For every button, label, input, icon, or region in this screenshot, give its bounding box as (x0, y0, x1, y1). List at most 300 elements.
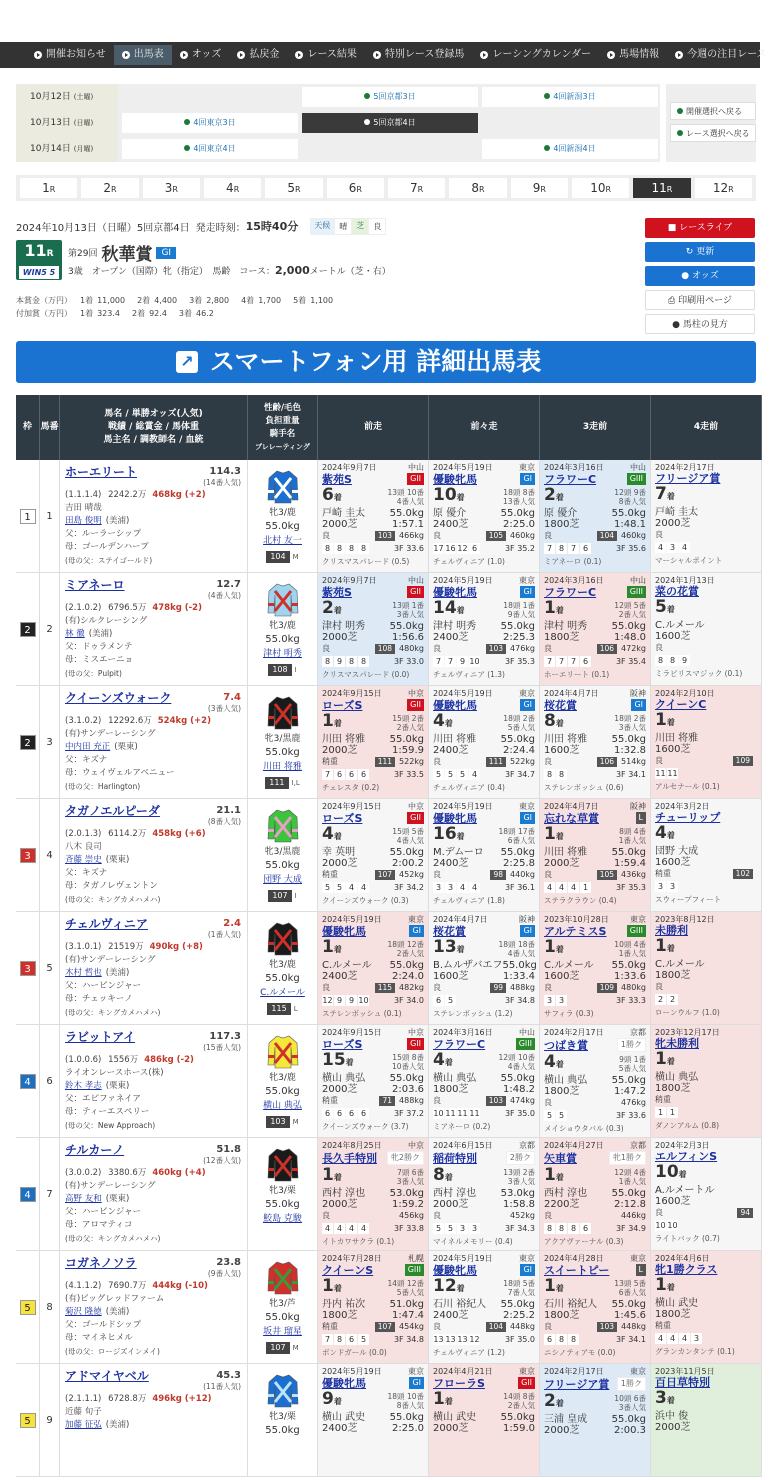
trainer-link[interactable]: 菊沢 隆徳 (65, 1307, 102, 1317)
race-live-button[interactable]: ■ レースライブ (645, 218, 755, 238)
race-tab[interactable] (388, 178, 445, 198)
past-jockey-line (655, 959, 757, 970)
finish-position (655, 823, 675, 846)
corner-positions (322, 1108, 370, 1119)
past-venue: 阪神 (630, 802, 646, 811)
race-edition: 第29回 (68, 249, 98, 259)
going-value: 良 (368, 218, 386, 235)
meeting-label: 5回京都3日 (373, 92, 416, 101)
date-row (16, 84, 660, 110)
position-suffix: 着 (555, 606, 564, 615)
past-name-line (544, 473, 646, 485)
total-earnings: 2242.2万 (108, 490, 147, 500)
past-race-link[interactable]: スイートピー (544, 1263, 610, 1277)
race-tab[interactable] (633, 178, 690, 198)
past-race-link[interactable]: 菜の花賞 (655, 585, 699, 598)
race-tab[interactable] (143, 178, 200, 198)
corner-position: 8 (544, 769, 555, 780)
nav-item[interactable] (26, 45, 114, 65)
finish-position (544, 598, 564, 621)
past-race-link[interactable]: 牝未勝利 (655, 1037, 699, 1050)
popularity: (8番人気) (207, 817, 241, 826)
past-race-cell (318, 799, 429, 911)
corner-positions (433, 1223, 481, 1234)
past-race-link[interactable]: 優駿牝馬 (433, 698, 477, 712)
past-rating-weight (399, 1210, 424, 1221)
past-rating: 106 (597, 757, 617, 767)
past-distance-line (544, 1310, 646, 1321)
past-grade-badge: GII (407, 1038, 424, 1050)
past-body-weight: 472kg (621, 644, 646, 653)
record-line (65, 1167, 241, 1180)
past-race-cell (540, 1364, 651, 1476)
nav-item[interactable] (599, 45, 667, 65)
rating-note: I (294, 666, 297, 674)
past-date: 2024年9月15日 (322, 689, 382, 698)
past-date-line (433, 801, 535, 812)
pre-rating (248, 1339, 317, 1355)
win-odds (208, 1257, 241, 1279)
owner: 八木 良司 (65, 842, 102, 852)
past-distance: 2000芝 (322, 858, 358, 869)
past-popularity: 13番人気 (502, 496, 535, 506)
past-jockey-line (322, 621, 424, 632)
rating-badge: 103 (266, 1116, 289, 1128)
position-number: 1 (655, 936, 667, 956)
past-weight: 55.0kg (611, 1188, 646, 1199)
trainer-link[interactable]: 加藤 征弘 (65, 1420, 102, 1430)
corner-position: 8 (346, 656, 357, 667)
past-popularity: 3番人気 (507, 1176, 535, 1186)
finish-position (433, 1276, 465, 1299)
position-number: 1 (544, 1165, 556, 1185)
past-body-weight: 476kg (621, 1098, 646, 1107)
past-corner-line (433, 656, 535, 667)
jockey-link[interactable]: C.ルメール (260, 988, 305, 998)
past-corner-line (655, 655, 757, 666)
jockey-link[interactable]: 団野 大成 (263, 875, 302, 885)
past-race-link[interactable]: 紫苑S (322, 472, 352, 486)
past-going-line (322, 1095, 424, 1106)
trainer-link[interactable]: 林 徹 (65, 629, 85, 639)
position-number: 6 (322, 485, 334, 505)
past-distance: 2000芝 (322, 745, 358, 756)
past-date: 2024年4月6日 (655, 1254, 710, 1263)
corner-positions (655, 881, 679, 892)
guide-button[interactable]: ● 馬柱の見方 (645, 314, 755, 334)
past-distance: 2000芝 (322, 632, 358, 643)
carried-weight: 55.0kg (265, 1312, 300, 1323)
past-corner-line (322, 1334, 424, 1345)
past-race-link[interactable]: 長久手特別 (322, 1151, 377, 1165)
nav-label: 開催お知らせ (46, 49, 106, 60)
owner: 吉田 晴哉 (65, 503, 102, 513)
meeting-link[interactable] (482, 87, 658, 107)
past-race-link[interactable]: エルフィンS (655, 1150, 718, 1163)
past-body-weight: 460kg (621, 531, 646, 540)
empty-cell (122, 87, 298, 107)
rating-badge: 108 (268, 664, 291, 676)
past-distance: 1800芝 (655, 970, 691, 981)
past-distance: 1800芝 (655, 1083, 691, 1094)
win5-number: 5 (49, 268, 56, 277)
jockey-link[interactable]: 川田 将雅 (263, 762, 302, 772)
corner-position: 3 (445, 882, 456, 893)
waku-badge: 1 (20, 509, 36, 524)
past-popularity: 5番人気 (618, 1063, 646, 1073)
past-going-line (655, 529, 757, 540)
horse-name-link[interactable]: チルカーノ (65, 1143, 125, 1157)
past-race-link[interactable]: 桜花賞 (433, 924, 466, 938)
sire: 父：ハービンジャー (65, 981, 142, 991)
past-going-line (655, 868, 757, 879)
corner-position: 10 (433, 1109, 444, 1118)
past-race-link[interactable]: 稲荷特別 (433, 1151, 477, 1165)
stable: (栗東) (105, 1194, 130, 1204)
race-tab[interactable] (572, 178, 629, 198)
jockey-cell (248, 573, 318, 685)
finish-position (322, 711, 342, 734)
trainer-link[interactable]: 田島 俊明 (65, 516, 102, 526)
nav-label: レーシングカレンダー (492, 49, 592, 60)
smartphone-detail-banner[interactable] (16, 341, 756, 383)
past-race-link[interactable]: 矢車賞 (544, 1151, 577, 1165)
position-suffix: 着 (555, 945, 564, 954)
past-race-link[interactable]: アルテミスS (544, 924, 607, 938)
trainer-link[interactable]: 斉藤 崇史 (65, 855, 102, 865)
odds-value: 23.8 (216, 1257, 241, 1268)
past-date: 2024年9月15日 (322, 802, 382, 811)
back-to-race-button[interactable] (670, 124, 756, 142)
meeting-link[interactable] (482, 139, 658, 159)
empty-cell (302, 139, 478, 159)
nav-item[interactable] (472, 45, 599, 65)
jockey-cell (248, 1025, 318, 1137)
past-result-line (322, 598, 424, 621)
horse-name-link[interactable]: クイーンズウォーク (65, 691, 172, 705)
winner-margin: ステレンボッシュ (0.6) (544, 783, 624, 792)
past-race-link[interactable]: 優駿牝馬 (433, 811, 477, 825)
past-date: 2024年4月7日 (544, 802, 599, 811)
past-jockey-line (433, 734, 535, 745)
past-race-cell (318, 460, 429, 572)
past-going-line (433, 1210, 535, 1221)
corner-position: 3 (691, 1333, 702, 1344)
horse-name-link[interactable]: コガネノソラ (65, 1256, 137, 1270)
sire: 父：キズナ (65, 868, 108, 878)
corner-positions (655, 1333, 703, 1344)
past-race-link[interactable]: フラワーC (544, 472, 597, 486)
past-race-link[interactable]: 紫苑S (322, 585, 352, 599)
race-record: (2.0.1.3) (65, 829, 102, 839)
winner-margin: ミアネーロ (0.1) (544, 557, 602, 566)
position-number: 2 (322, 598, 334, 618)
past-popularity: 3番人気 (396, 1176, 424, 1186)
horse-name-link[interactable]: ホーエリート (65, 465, 138, 479)
past-date: 2023年10月28日 (544, 915, 609, 924)
race-tab[interactable] (511, 178, 568, 198)
header-past-1: 前走 (318, 395, 429, 460)
past-rating: 104 (486, 1322, 506, 1332)
finish-position (544, 824, 564, 847)
entry-table (16, 395, 762, 1477)
past-name-line (322, 1377, 424, 1389)
past-race-link[interactable]: 未勝利 (655, 924, 688, 937)
meeting-label: 4回東京4日 (193, 144, 236, 153)
past-rating-weight (375, 869, 424, 880)
prize-amount: 92.4 (149, 309, 167, 318)
jockey-link[interactable]: 横山 典弘 (263, 1101, 302, 1111)
past-race-link[interactable]: ローズS (322, 698, 363, 712)
past-jockey: 横山 典弘 (433, 1073, 477, 1084)
past-corner-line (655, 1220, 757, 1231)
race-tab[interactable] (20, 178, 77, 198)
odds-button[interactable]: ● オッズ (645, 266, 755, 286)
finish-position (433, 1165, 453, 1188)
past-race-link[interactable]: 優駿牝馬 (433, 1263, 477, 1277)
position-suffix: 着 (333, 493, 342, 502)
jockey-silks-icon (266, 1372, 300, 1408)
nav-item[interactable] (172, 45, 230, 65)
nav-label: オッズ (191, 49, 222, 60)
trainer-link[interactable]: 鈴木 孝志 (65, 1081, 102, 1091)
race-tab[interactable] (204, 178, 261, 198)
past-race-link[interactable]: クイーンC (655, 698, 707, 711)
corner-position: 3 (667, 542, 678, 553)
field-gate: 8頭 4番 (619, 826, 646, 836)
start-time-label: 発走時刻： (195, 222, 246, 234)
back-to-meeting-button[interactable] (670, 102, 756, 120)
corner-position: 4 (469, 882, 480, 893)
corner-positions (655, 994, 679, 1005)
position-suffix: 着 (333, 832, 342, 841)
past-race-link[interactable]: 牝1勝クラス (655, 1263, 718, 1276)
race-tab[interactable] (695, 178, 752, 198)
corner-position: 2 (655, 994, 666, 1005)
horse-name-link[interactable]: ミアネーロ (65, 578, 125, 592)
past-venue: 京都 (630, 1028, 646, 1037)
position-number: 2 (544, 485, 556, 505)
horse-name-link[interactable]: ラビットアイ (65, 1030, 136, 1044)
stable: (栗東) (105, 1081, 130, 1091)
winner-margin: クリスマスパレード (0.5) (322, 557, 410, 566)
jockey-link[interactable]: 津村 明秀 (263, 649, 302, 659)
horse-row (16, 799, 762, 912)
past-name-line (655, 473, 757, 484)
nav-item[interactable] (287, 45, 365, 65)
past-date-line (544, 575, 646, 586)
jockey-silks-icon (266, 468, 300, 504)
total-earnings: 12292.6万 (108, 716, 152, 726)
past-jockey-line (322, 1188, 424, 1199)
corner-positions (544, 1223, 592, 1234)
past-race-link[interactable]: つばき賞 (544, 1038, 588, 1052)
refresh-button[interactable]: ↻ 更新 (645, 242, 755, 262)
win-odds (208, 579, 241, 601)
field-gate: 13頭 10番 (387, 487, 424, 497)
past-result-line (655, 597, 757, 620)
position-number: 10 (433, 485, 457, 505)
body-weight: 468kg (+2) (152, 490, 206, 500)
past-race-link[interactable]: 優駿牝馬 (322, 924, 366, 938)
winner-margin: クイーンズウォーク (3.7) (322, 1122, 409, 1131)
jockey-link[interactable]: 鮫島 克駿 (263, 1214, 302, 1224)
past-race-link[interactable]: 忘れな草賞 (544, 811, 599, 825)
trainer-link[interactable]: 高野 友和 (65, 1194, 102, 1204)
past-race-link[interactable]: 優駿牝馬 (433, 585, 477, 599)
horse-name-link[interactable]: チェルヴィニア (65, 917, 148, 931)
past-race-cell (651, 1138, 762, 1250)
trainer-line (65, 1193, 241, 1206)
race-tab[interactable] (265, 178, 322, 198)
past-race-link[interactable]: 優駿牝馬 (433, 472, 477, 486)
waku-badge: 3 (20, 961, 36, 976)
past-race-link[interactable]: ローズS (322, 811, 363, 825)
past-time: 1:33.6 (614, 971, 646, 982)
corner-position: 6 (433, 995, 444, 1006)
total-earnings: 21519万 (108, 942, 144, 952)
popularity: (4番人気) (207, 591, 241, 600)
prize-label: 付加賞（万円） (16, 309, 72, 318)
past-race-cell (540, 1138, 651, 1250)
nav-item[interactable] (229, 45, 287, 65)
race-tab-number: 1 (42, 181, 50, 195)
race-tab[interactable] (449, 178, 506, 198)
corner-position: 4 (322, 1223, 333, 1234)
past-date-line (322, 914, 424, 925)
race-tab[interactable] (327, 178, 384, 198)
past-race-link[interactable]: フローラS (433, 1376, 485, 1390)
position-number: 9 (322, 1389, 334, 1409)
corner-position: 11 (445, 1109, 456, 1118)
nav-item[interactable] (365, 45, 473, 65)
past-body-weight: 452kg (399, 870, 424, 879)
past-jockey-line (544, 1299, 646, 1310)
past-race-link[interactable]: フリージア賞 (655, 472, 721, 485)
past-grade-badge: GIII (516, 1038, 535, 1050)
past-going: 良 (433, 1322, 441, 1331)
past-jockey: 浜中 俊 (655, 1411, 689, 1422)
dam: 母：チェッキーノ (65, 994, 133, 1004)
field-popularity (499, 1053, 535, 1071)
winner-margin: ステレンボッシュ (1.2) (433, 1009, 513, 1018)
past-race-link[interactable]: 桜花賞 (544, 698, 577, 712)
past-weight: 55.0kg (500, 1412, 535, 1423)
body-weight: 486kg (-2) (144, 1055, 194, 1065)
past-race-link[interactable]: チューリップ (655, 811, 721, 824)
sex-age-color: 牝3/鹿 (269, 508, 296, 518)
past-weight: 55.0kg (389, 1412, 424, 1423)
past-race-link[interactable]: フラワーC (433, 1037, 486, 1051)
popularity: (3番人気) (207, 704, 241, 713)
past-going: 稍重 (322, 757, 338, 766)
race-tab-number: 10 (590, 181, 606, 195)
position-suffix: 着 (555, 1173, 564, 1182)
past-body-weight: 522kg (510, 757, 535, 766)
corner-position: 4 (655, 542, 666, 553)
past-date: 2023年11月5日 (655, 1367, 715, 1376)
pre-rating (248, 661, 317, 677)
past-jockey-line (433, 1299, 535, 1310)
record-line (65, 489, 241, 502)
past-weight: 55.0kg (611, 1075, 646, 1086)
past-name-line (433, 1377, 535, 1389)
meeting-link[interactable] (122, 139, 298, 159)
corner-positions (544, 769, 568, 780)
past-name-line (322, 586, 424, 598)
past-going-line (322, 982, 424, 993)
meeting-link[interactable] (302, 87, 478, 107)
past-body-weight: 446kg (621, 1211, 646, 1220)
past-race-link[interactable]: フラワーC (544, 585, 597, 599)
past-jockey: 川田 将雅 (544, 734, 588, 745)
jockey-silks-icon (266, 1033, 300, 1069)
position-number: 1 (433, 1389, 445, 1409)
trainer-link[interactable]: 木村 哲也 (65, 968, 102, 978)
print-page-button[interactable]: ⎙ 印刷用ページ (645, 290, 755, 310)
past-race-link[interactable]: 百日草特別 (655, 1376, 710, 1389)
corner-position: 7 (556, 656, 567, 667)
past-distance-line (433, 858, 535, 869)
meeting-link[interactable] (302, 113, 478, 133)
past-race-link[interactable]: フリージア賞 (544, 1377, 610, 1391)
past-race-link[interactable]: ローズS (322, 1037, 363, 1051)
past-going-line (655, 1207, 757, 1218)
past-body-weight: 522kg (399, 757, 424, 766)
corner-position: 10 (358, 996, 369, 1005)
stable: (美浦) (105, 1307, 130, 1317)
past-rating: 105 (597, 870, 617, 880)
past-jockey-line (655, 620, 757, 631)
nav-label: 払戻金 (249, 49, 280, 60)
position-suffix: 着 (666, 1057, 675, 1066)
header-past-3: 3走前 (540, 395, 651, 460)
meeting-link[interactable] (122, 113, 298, 133)
past-venue: 中京 (408, 689, 424, 698)
race-tab-number: 4 (226, 181, 234, 195)
prize-place: 4着 (241, 296, 255, 305)
past-going: 良 (655, 643, 663, 652)
prize-amount: 1,700 (258, 296, 282, 305)
past-going-line (322, 643, 424, 654)
past-corner-line (655, 1333, 757, 1344)
nav-item[interactable] (114, 45, 172, 65)
past-distance-line (433, 745, 535, 756)
nav-item[interactable] (667, 45, 775, 65)
past-distance: 1600芝 (655, 857, 691, 868)
past-result-line (544, 824, 646, 847)
horse-name-link[interactable]: アドマイヤベル (65, 1369, 149, 1383)
waku-badge: 5 (20, 1413, 36, 1428)
winner-margin: ステラクラウン (0.4) (544, 896, 617, 905)
trainer-link[interactable]: 中内田 充正 (65, 742, 111, 752)
race-tab[interactable] (81, 178, 138, 198)
past-weight: 55.0kg (502, 960, 537, 971)
prize-amount: 1,100 (310, 296, 334, 305)
finish-position (655, 1388, 675, 1411)
field-popularity (499, 940, 535, 958)
body-weight: 478kg (-2) (152, 603, 202, 613)
past-grade-badge: GII (407, 699, 424, 711)
last-3f: 3F 34.9 (615, 1224, 646, 1233)
jockey-link[interactable]: 北村 友一 (263, 536, 302, 546)
horse-name-link[interactable]: タガノエルピーダ (65, 804, 160, 818)
stable: (美浦) (105, 968, 130, 978)
jockey-link[interactable]: 坂井 瑠星 (263, 1327, 302, 1337)
past-race-link[interactable]: 優駿牝馬 (322, 1376, 366, 1390)
past-race-link[interactable]: クイーンS (322, 1263, 374, 1277)
corner-position: 4 (469, 769, 480, 780)
